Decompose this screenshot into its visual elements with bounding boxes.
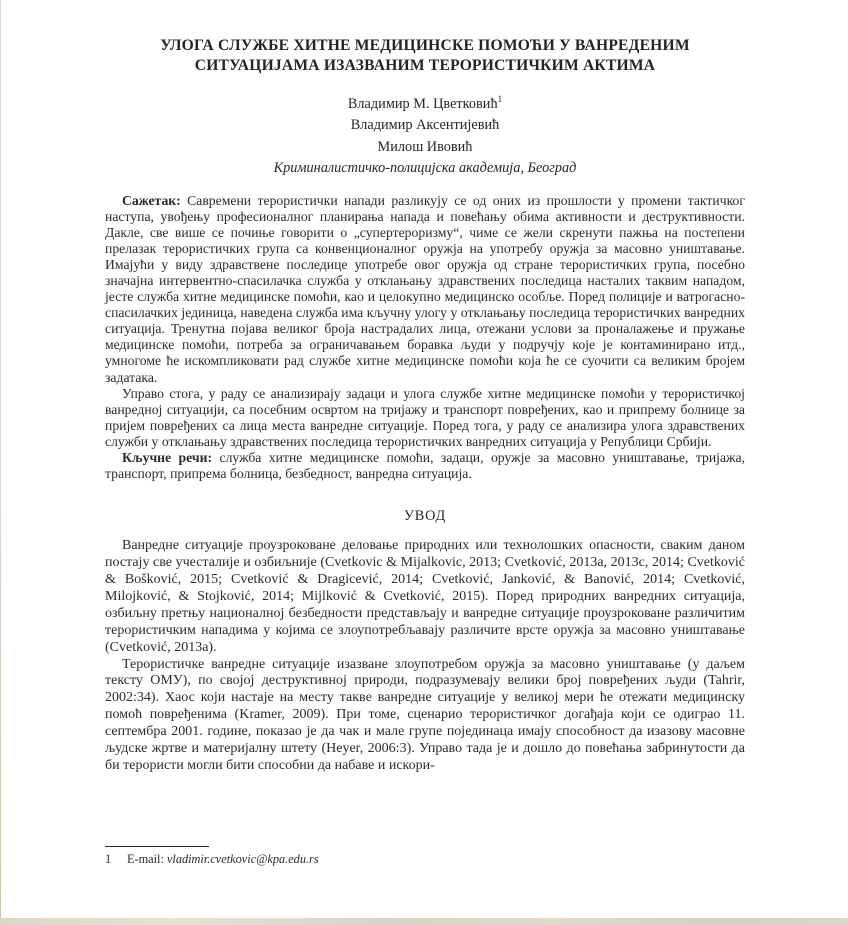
page-bottom-edge [0,918,848,925]
footnote-area [105,846,745,886]
author-name-1 [105,94,745,116]
footnote-label: E-mail: [127,852,164,866]
intro-paragraph-2: Терористичке ванредне ситуације изазване злоупотребом оружја за масовно уништавање (у даљем тексту ОМУ), по својој деструктивној природи, подразумевају велики број повређених људи (Tahrir, 2002:34). Хаос који настаје на месту такве ванредне ситуације у великој мери ће отежати медицинску помоћ повређенима (Kramer, 2009). При томе, сценарио терористичког догађаја који се одиграо 11. септембра 2001. године, показао је да чак и мале групе појединаца имају способност да изазову масовне људске жртве и материјалну штету (Heyer, 2006:3). Управо тада је и дошло до повећања забринутости да би терористи могли бити способни да набаве и искори- [105,656,745,773]
footnote-separator [105,846,209,847]
author-block [105,94,745,180]
abstract-paragraph-1-text: Савремени терористички напади разликују се од оних из прошлости у промени тактичког наступа, увођењу професионалног планирања напада и повећању обима активности и деструктивности. Дакле, све више се почиње говорити о „супертероризму“, чиме се жели скренути пажња на постепени прелазак терористичких група са конвенционалног оружја на употребу оружја за масовно уништавање. Имајући у виду здравствене последице употребе овог оружја од стране терористичких група, посебно значајна интервентно-спасилачка служба у отклањању здравствених последица насталих таквим нападом, јесте служба хитне медицинске помоћи, као и целокупно медицинско особље. Поред полиције и ватрогасно-спасилачких јединица, наведена служба има кључну улогу у отклањању последица терористичких ванредних ситуација. Тренутна појава великог броја настрадалих лица, отежани услови за проналажење и пружање медицинске помоћи, потреба за ограничавањем боравка људи у подручју које је контаминирано итд., умногоме ће искомпликовати рад службе хитне медицинске помоћи која ће се суочити са великим бројем задатака. [105,192,745,385]
introduction-section [105,538,745,775]
keywords-label: Кључне речи: [122,450,213,466]
footnote [105,852,745,867]
section-heading-uvod: УВОД [403,508,447,525]
keywords-text: служба хитне медицинске помоћи, задаци, оружје за масовно уништавање, тријажа, транспорт, припрема болница, безбедност, ванредна ситуација. [105,450,745,482]
abstract-paragraph-2: Управо стога, у раду се анализирају задаци и улога службе хитне медицинске помоћи у терористичкој ванредној ситуацији, са посебним освртом на тријажу и транспорт повређених, као и припрему болнице за пријем повређених са лица места ванредне ситуације. Поред тога, у раду се анализира улога здравствених служби у отклањању здравствених последица терористичких ванредних ситуација у Републици Србији. [105,385,745,449]
intro-paragraph-1: Ванредне ситуације проузроковане деловање природних или технолошких опасности, сваким даном постају све учесталије и озбиљније (Cvetkovic & Mijalkovic, 2013; Cvetković, 2013a, 2013c, 2014; Cvetković & Bošković, 2015; Cvetković & Dragicević, 2014; Cvetković, Janković, & Banović, 2014; Cvetković, Milojković, & Stojković, 2014; Mijlković & Cvetković, 2015). Поред природних ванредних ситуација, озбиљну претњу националној безбедности представљају и ванредне ситуације проузроковане различитим терористичким нападима у којима се злоупотребљавају различите врсте оружја за масовно уништавање (Cvetković, 2013a). [105,538,745,655]
author-affiliation: Криминалистичко-полицијска академија, Београд [273,160,577,177]
footnote-email: vladimir.cvetkovic@kpa.edu.rs [166,852,319,866]
abstract-section [105,193,745,483]
author-name-2: Владимир Аксентијевић [350,117,500,134]
author-1-text: Владимир М. Цветковић [347,95,498,112]
page-title [105,36,745,77]
footnote-number: 1 [105,852,112,866]
title-line-1: УЛОГА СЛУЖБЕ ХИТНЕ МЕДИЦИНСКЕ ПОМОЋИ У ВАНРЕДЕНИМ [160,37,690,54]
page-content [105,36,745,775]
abstract-paragraph-1 [105,193,745,386]
author-name-3: Милош Ивовић [377,138,473,155]
title-line-2: СИТУАЦИЈАМА ИЗАЗВАНИМ ТЕРОРИСТИЧКИМ АКТИМА [194,57,656,75]
page-left-edge [0,0,1,925]
footnote-marker: 1 [497,93,503,104]
abstract-label: Сажетак: [122,192,181,208]
keywords-paragraph [105,450,745,482]
